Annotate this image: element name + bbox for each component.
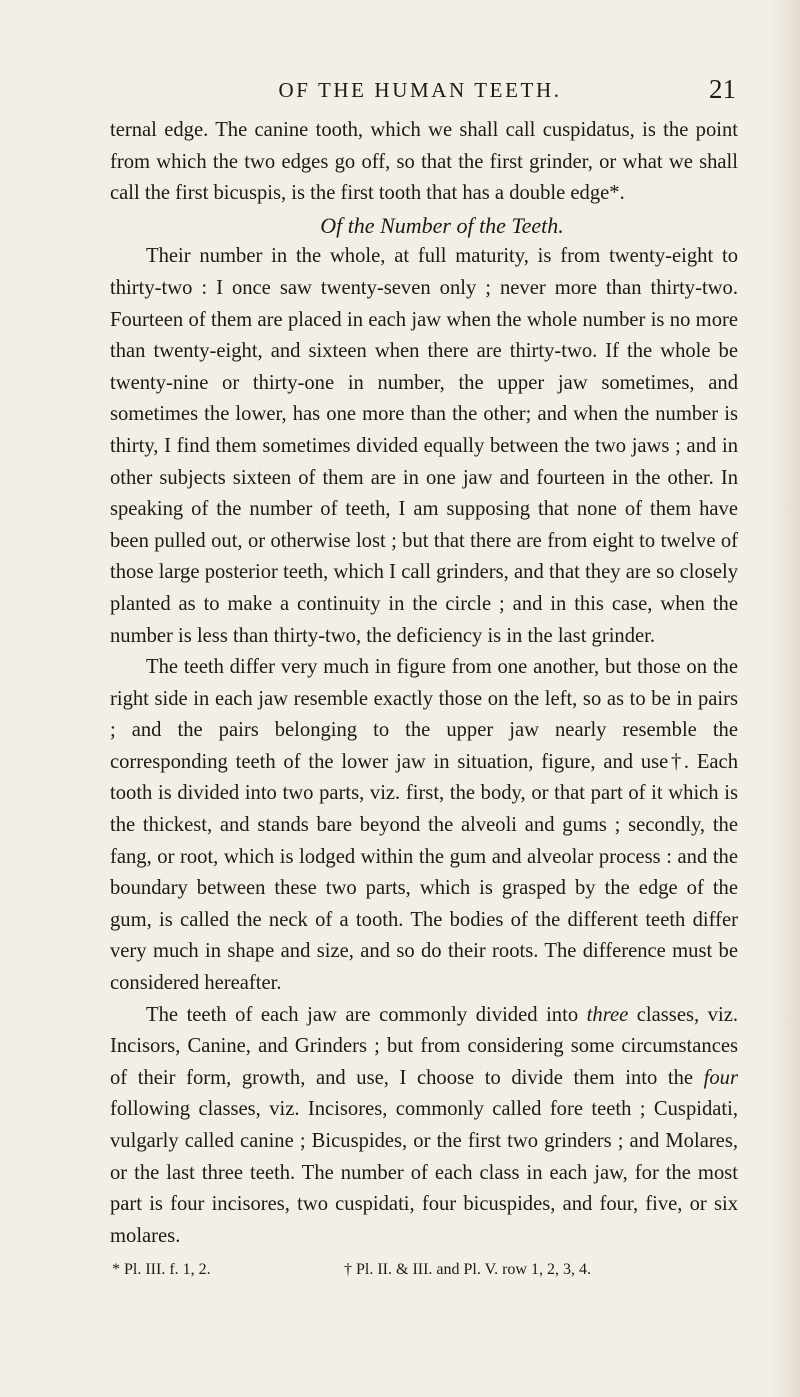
text-span: The teeth of each jaw are commonly divided into (146, 1003, 587, 1026)
italic-word: four (703, 1066, 738, 1089)
page-header (100, 74, 740, 106)
paragraph-number-of-teeth: Their number in the whole, at full maturity, is from twenty-eight to thirty-two : I once saw twenty-seven only ; never more than thirty-two. Fourteen of them are placed in each jaw when the whole number is no more than twenty-eight, and sixteen when there are thirty-two. If the whole be twenty-nine or thirty-one in number, the upper jaw sometimes, and sometimes the lower, has one more than the other; and when the number is thirty, I find them sometimes divided equally between the two jaws ; and in other subjects sixteen of them are in one jaw and fourteen in the other. In speaking of the number of teeth, I am supposing that none of them have been pulled out, or otherwise lost ; but that there are from eight to twelve of those large posterior teeth, which I call grinders, and that they are so closely planted as to make a continuity in the circle ; and in this case, when the number is less than thirty-two, the deficiency is in the last grinder. (110, 245, 738, 647)
footnotes (112, 1261, 732, 1285)
footnote-star: * Pl. III. f. 1, 2. (112, 1261, 211, 1278)
text-span: classes, viz. Incisors, Canine, and Grinders ; but from considering some circumstances of their form, growth, and use, I choose to divide them into the (110, 1003, 738, 1089)
text-span: following classes, viz. Incisores, commonly called fore teeth ; Cuspidati, vulgarly called canine ; Bicuspides, or the first two grinders ; and Molares, or the last three teeth. The number of each class in each jaw, for the most part is four incisores, two cuspidati, four bicuspides, and four, five, or six molares. (110, 1098, 738, 1247)
paragraph-teeth-classes (110, 1000, 738, 1253)
paragraph-teeth-figure: The teeth differ very much in figure from one another, but those on the right side in each jaw resemble exactly those on the left, so as to be in pairs ; and the pairs belonging to the upper jaw nearly resemble the corresponding teeth of the lower jaw in situation, figure, and use†. Each tooth is divided into two parts, viz. first, the body, or that part of it which is the thickest, and stands bare beyond the alveoli and gums ; secondly, the fang, or root, which is lodged within the gum and alveolar process : and the boundary between these two parts, which is grasped by the edge of the gum, is called the neck of a tooth. The bodies of the different teeth differ very much in shape and size, and so do their roots. The difference must be considered hereafter. (110, 656, 738, 995)
body-text (110, 115, 738, 1252)
section-heading: Of the Number of the Teeth. (320, 212, 564, 238)
paragraph-continuation: ternal edge. The canine tooth, which we shall call cuspidatus, is the point from which the two edges go off, so that the first grinder, or what we shall call the first bicuspis, is the first tooth that has a double edge*. (110, 119, 738, 205)
running-head: OF THE HUMAN TEETH. (278, 78, 562, 102)
page-edge-shadow (772, 0, 800, 1397)
page-number: 21 (709, 74, 736, 104)
italic-word: three (586, 1003, 629, 1026)
footnote-dagger: † Pl. II. & III. and Pl. V. row 1, 2, 3, 4. (344, 1261, 591, 1278)
